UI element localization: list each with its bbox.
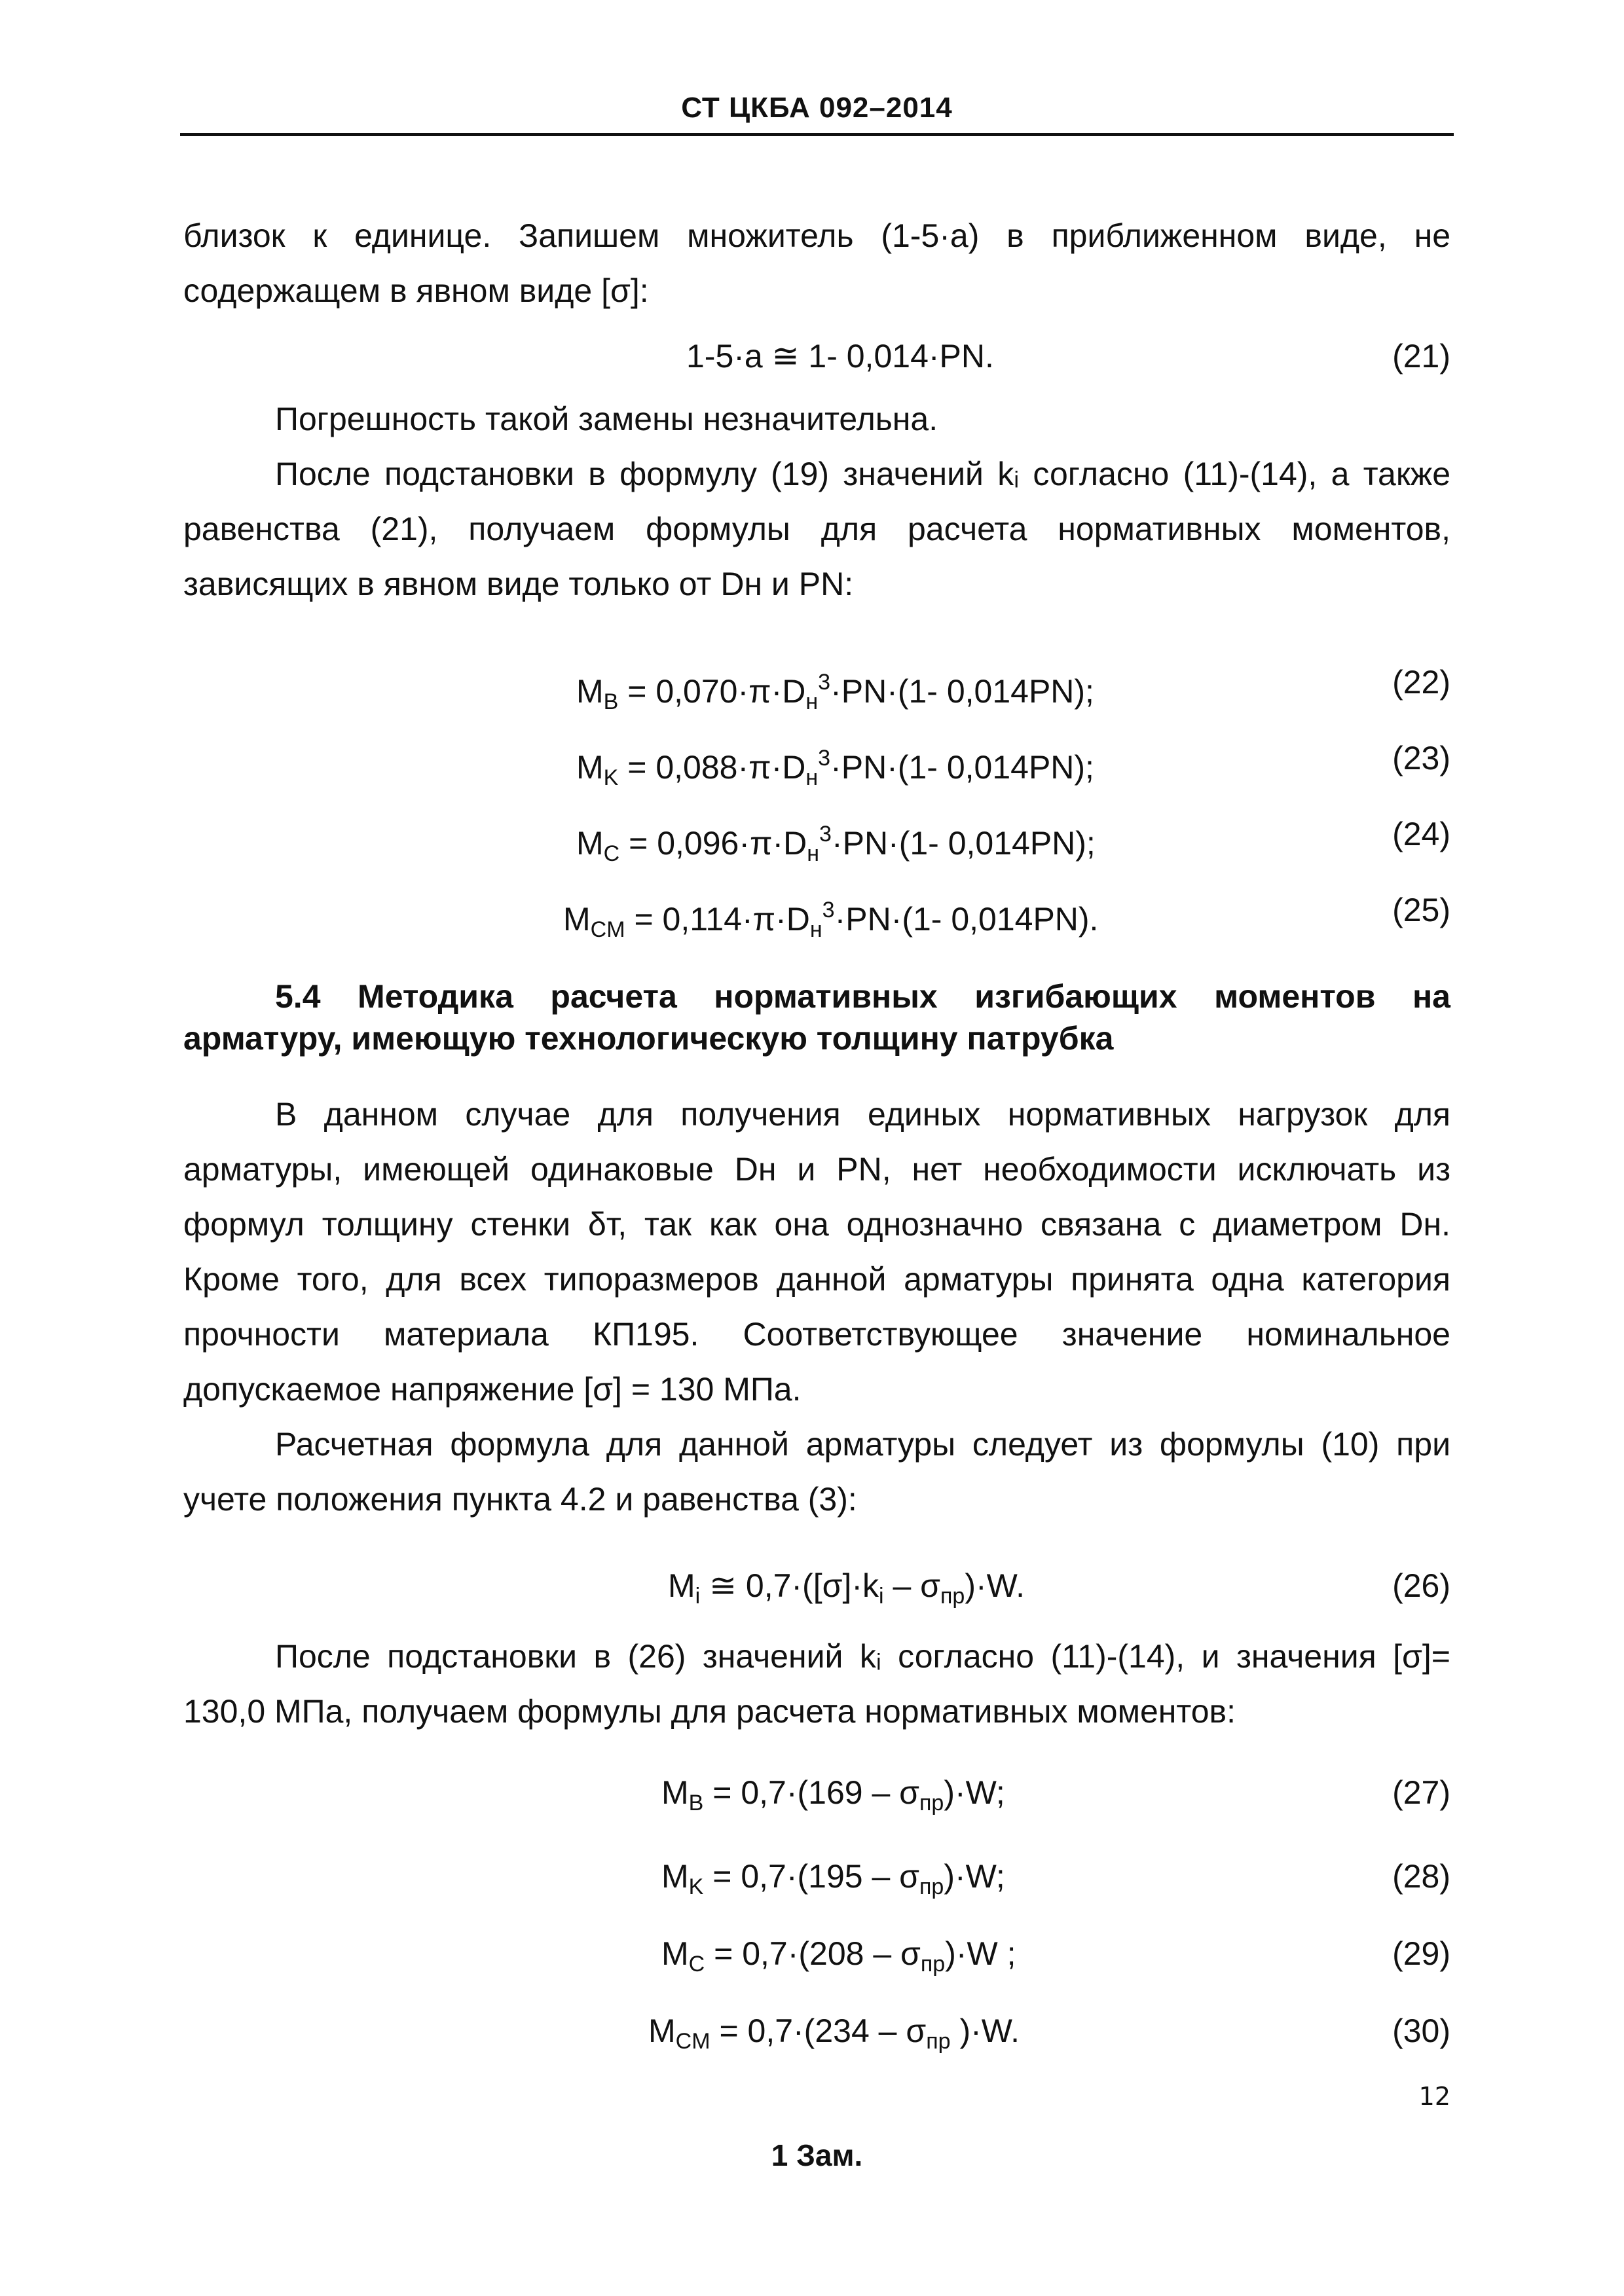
equation-29-number: (29) <box>1392 1935 1450 1972</box>
equation-22 <box>183 655 1450 714</box>
equation-block-27-30 <box>183 1765 1450 2058</box>
equation-24-number: (24) <box>1392 816 1450 852</box>
equation-22-expression: $M_B = 0,070\cdot\pi\cdot D_н^3\cdot PN\cdot(1-$ 0,014PN); <box>576 670 1094 714</box>
equation-25-expression: $M_{CM} = 0,114\cdot\pi\cdot D_н^3\cdot PN\cdot(1-$ 0,014PN). <box>563 898 1099 942</box>
section-5-4 <box>183 975 1450 1527</box>
equation-30-number: (30) <box>1392 2013 1450 2049</box>
equation-27-number: (27) <box>1392 1774 1450 1811</box>
equation-block-26 <box>183 1558 1450 1613</box>
document-code-header: СТ ЦКБА 092–2014 <box>681 92 953 124</box>
equation-29-expression: $M_C = 0,7\cdot(208 - \sigma_{пр})\cdot W$ ; <box>661 1935 1016 1977</box>
equation-24 <box>183 807 1450 866</box>
equation-29 <box>183 1926 1450 1981</box>
paragraph-error-note: Погрешность такой замены незначительна. <box>275 401 938 437</box>
paragraph-intro: близок к единице. Запишем множитель (1-5·a) в приближенном виде, не содержащем в явном виде [σ]: <box>183 217 1450 309</box>
equation-28-number: (28) <box>1392 1858 1450 1895</box>
revision-note: 1 Зам. <box>771 2138 863 2172</box>
equation-28 <box>183 1849 1450 1904</box>
equation-30-expression: $M_{CM} = 0,7\cdot(234 - \sigma_{пр}$ )·W. <box>648 2013 1020 2054</box>
paragraph-substitution: После подстановки в формулу (19) значений kᵢ согласно (11)-(14), а также равенства (21), получаем формулы для расчета нормативных моментов, зависящих в явном виде только от Dн и PN: <box>183 456 1450 602</box>
equation-26-number: (26) <box>1392 1567 1450 1604</box>
equation-30 <box>183 2003 1450 2058</box>
header-rule <box>180 133 1454 136</box>
body-block-after-26 <box>183 1629 1450 1739</box>
section-heading: 5.4 Методика расчета нормативных изгибающих моментов на арматуру, имеющую технологическую толщину патрубка <box>183 978 1450 1057</box>
paragraph-final-substitution: После подстановки в (26) значений kᵢ согласно (11)-(14), и значения [σ]= 130,0 МПа, получаем формулы для расчета нормативных моментов: <box>183 1638 1450 1730</box>
equation-28-expression: $M_K = 0,7\cdot(195 - \sigma_{пр})\cdot W$; <box>661 1858 1005 1899</box>
body-block-1 <box>183 208 1450 611</box>
equation-26-expression: $M_i$ ≅ $0,7\cdot([\sigma]\cdot k_i - \sigma_{пр})\cdot W$. <box>668 1567 1025 1609</box>
equation-22-number: (22) <box>1392 664 1450 701</box>
equation-block-22-25 <box>183 655 1450 942</box>
equation-21 <box>183 329 1450 384</box>
equation-27-expression: $M_B = 0,7\cdot(169 - \sigma_{пр})\cdot W$; <box>661 1774 1005 1815</box>
equation-23 <box>183 731 1450 790</box>
equation-23-expression: $M_K = 0,088\cdot\pi\cdot D_н^3\cdot PN\cdot(1-$ 0,014PN); <box>576 746 1094 790</box>
equation-24-expression: $M_C = 0,096\cdot\pi\cdot D_н^3\cdot PN\cdot(1-$ 0,014PN); <box>576 822 1096 866</box>
equation-21-expression: 1-5·a ≅ 1- 0,014·PN. <box>686 338 994 374</box>
paragraph-formula-intro: Расчетная формула для данной арматуры следует из формулы (10) при учете положения пункта 4.2 и равенства (3): <box>183 1426 1450 1518</box>
paragraph-case-description: В данном случае для получения единых нормативных нагрузок для арматуры, имеющей одинаковые Dн и PN, нет необходимости исключать из формул толщину стенки δт, так как она однозначно связана с диаметром Dн. Кроме того, для всех типоразмеров данной арматуры принята одна категория прочности материала КП195. Соответствующее значение номинальное допускаемое напряжение [σ] = 130 МПа. <box>183 1096 1450 1408</box>
equation-23-number: (23) <box>1392 740 1450 776</box>
equation-25 <box>183 883 1450 942</box>
equation-25-number: (25) <box>1392 892 1450 928</box>
equation-21-number: (21) <box>1392 338 1450 374</box>
page-number: 12 <box>1418 2082 1450 2111</box>
equation-26 <box>183 1558 1450 1613</box>
equation-27 <box>183 1765 1450 1820</box>
